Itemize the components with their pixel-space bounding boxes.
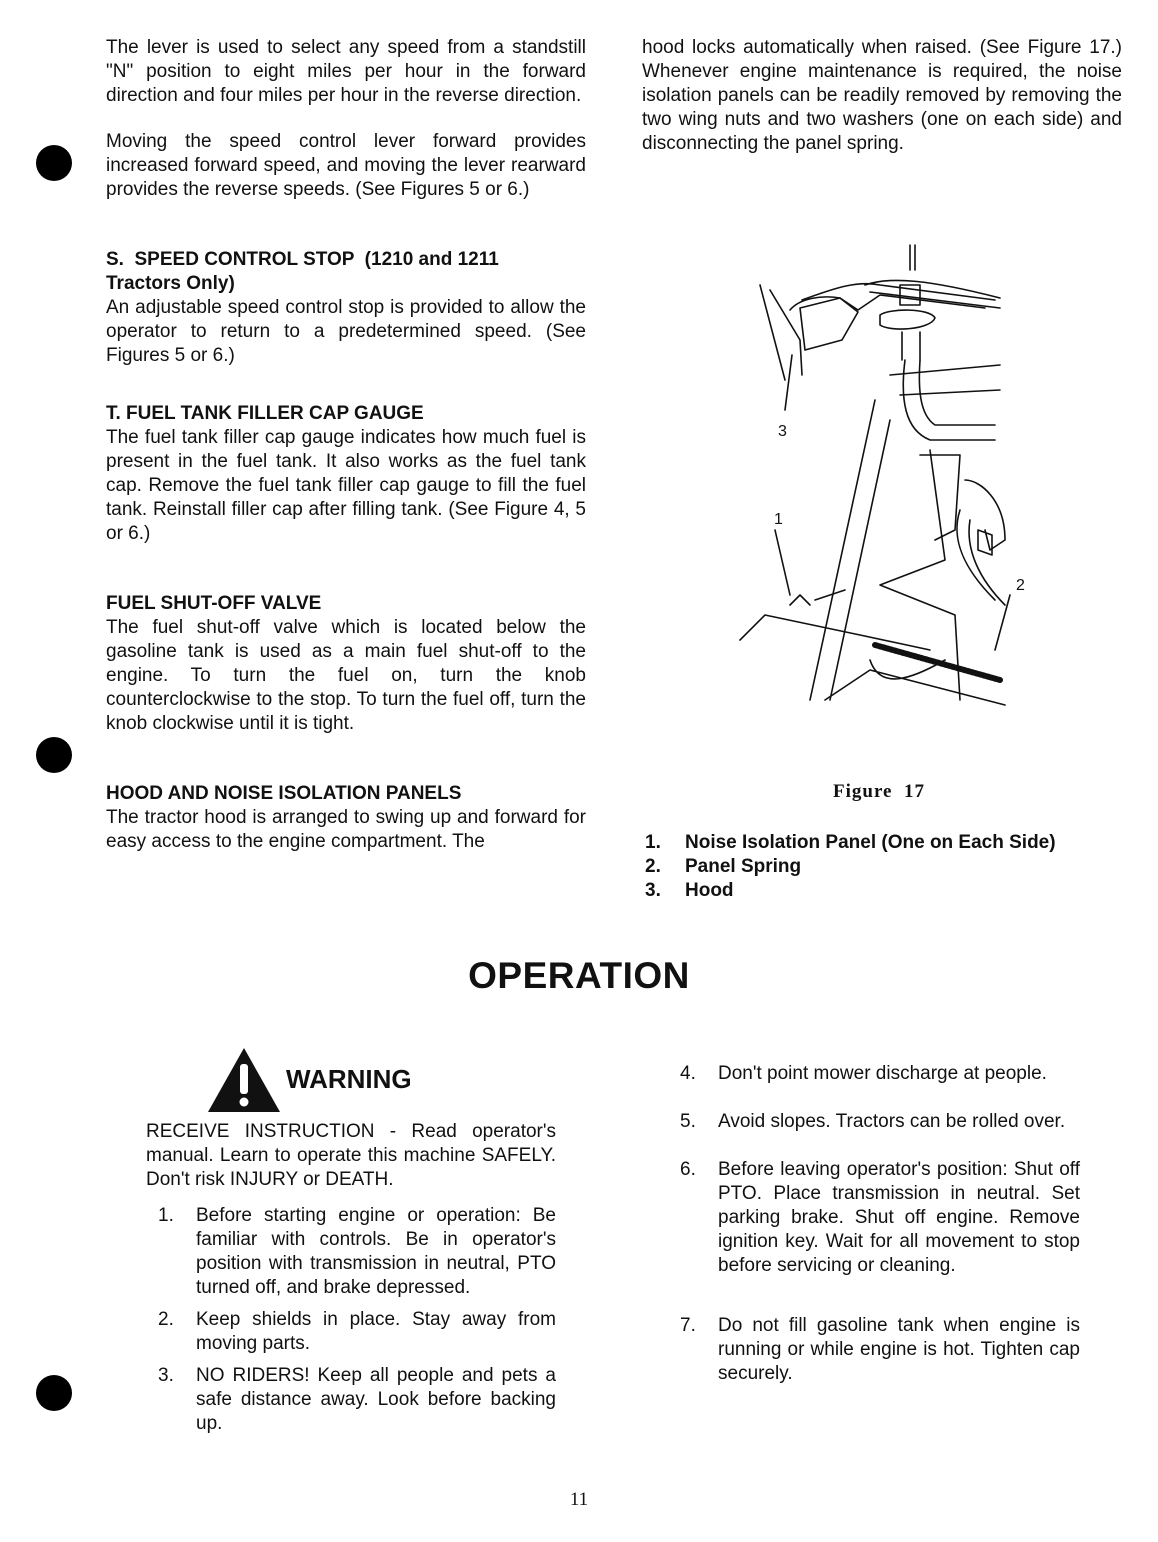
list-item: 4. Don't point mower discharge at people. — [680, 1063, 1047, 1084]
hood-body: The tractor hood is arranged to swing up and forward for easy access to the engine compartment. The — [106, 807, 586, 852]
list-item: 6. Before leaving operator's position: Shut off PTO. Place transmission in neutral. Set parking brake. Shut off engine. Remove ignition key. Wait for all movement to stop before servicing or cleaning. — [680, 1159, 1080, 1276]
warning-label: WARNING — [286, 1064, 412, 1094]
figure-17-illustration — [730, 240, 1025, 710]
fuel-gauge-heading: T. FUEL TANK FILLER CAP GAUGE — [106, 403, 424, 424]
page-number: 11 — [569, 1489, 589, 1510]
legend-item: 2. Panel Spring — [645, 856, 802, 877]
binder-hole-bottom — [36, 1375, 72, 1411]
figure-caption: Figure 17 — [833, 781, 925, 802]
lever-paragraph: The lever is used to select any speed from a standstill "N" position to eight miles per hour in the forward direction and four miles per hour in the reverse direction. — [106, 37, 586, 106]
safety-list-right — [680, 1062, 1080, 1386]
fuel-gauge-body: The fuel tank filler cap gauge indicates how much fuel is present in the fuel tank. It also works as the fuel tank cap. Remove the fuel tank filler cap gauge to fill the fuel tank. Reinstall filler cap after filling tank. (See Figure 4, 5 or 6.) — [106, 427, 586, 544]
spring-rod — [740, 615, 930, 650]
panel-base — [825, 660, 1005, 705]
leader-line-3 — [785, 355, 792, 410]
spring — [875, 645, 1000, 680]
operation-right-column — [680, 1062, 1080, 1386]
rod-guide — [790, 590, 845, 605]
wing-washer — [880, 310, 935, 329]
binder-hole-top — [36, 145, 72, 181]
figure-callout-1: 1 — [774, 511, 783, 528]
hood-section — [106, 782, 586, 854]
legend-item: 3. Hood — [645, 880, 734, 901]
figure-callout-3: 3 — [778, 423, 787, 440]
speed-control-stop-section — [106, 248, 586, 368]
hood-heading: HOOD AND NOISE ISOLATION PANELS — [106, 783, 462, 804]
fuel-shutoff-section — [106, 592, 586, 736]
speed-control-stop-subheading: Tractors Only) — [106, 273, 235, 294]
right-column — [642, 36, 1122, 156]
list-item: 7. Do not fill gasoline tank when engine is running or while engine is hot. Tighten cap securely. — [680, 1315, 1080, 1384]
list-item: 3. NO RIDERS! Keep all people and pets a safe distance away. Look before backing up. — [158, 1365, 556, 1434]
moving-paragraph: Moving the speed control lever forward provides increased forward speed, and moving the lever rearward provides the reverse speeds. (See Figures 5 or 6.) — [106, 131, 586, 200]
operation-title: OPERATION — [468, 955, 690, 996]
list-item: 5. Avoid slopes. Tractors can be rolled over. — [680, 1111, 1066, 1132]
binder-hole-middle — [36, 737, 72, 773]
bolt-stem — [902, 332, 920, 360]
list-item: 2. Keep shields in place. Stay away from moving parts. — [158, 1309, 556, 1354]
hinge — [800, 298, 858, 350]
operation-left-column — [146, 1120, 556, 1436]
speed-control-stop-body: An adjustable speed control stop is provided to allow the operator to return to a predetermined speed. (See Figures 5 or 6.) — [106, 297, 586, 366]
warning-heading — [206, 1046, 466, 1114]
leader-line-1 — [775, 530, 790, 595]
figure-legend — [645, 831, 1115, 903]
left-column — [106, 36, 586, 854]
legend-item: 1. Noise Isolation Panel (One on Each Side) — [645, 832, 1056, 853]
fuel-shutoff-heading: FUEL SHUT-OFF VALVE — [106, 593, 322, 614]
hood-edge — [865, 280, 1000, 308]
isolation-panel — [810, 400, 960, 700]
hood-continued-paragraph: hood locks automatically when raised. (See Figure 17.) Whenever engine maintenance is required, the noise isolation panels can be readily removed by removing the two wing nuts and two washers (one on each side) and disconnecting the panel spring. — [642, 37, 1122, 154]
speed-control-stop-heading: S. SPEED CONTROL STOP (1210 and 1211 — [106, 249, 499, 270]
panel-frame — [890, 365, 1000, 395]
engine-shape — [965, 480, 1005, 555]
receive-instruction-paragraph: RECEIVE INSTRUCTION - Read operator's manual. Learn to operate this machine SAFELY. Don't risk INJURY or DEATH. — [146, 1121, 556, 1190]
list-item: 1. Before starting engine or operation: Be familiar with controls. Be in operator's position with transmission in neutral, PTO turned off, and brake depressed. — [158, 1205, 556, 1298]
hood-outline — [760, 284, 995, 380]
fuel-gauge-section — [106, 402, 586, 546]
cable — [957, 510, 1005, 605]
safety-list-left — [146, 1204, 556, 1436]
fuel-shutoff-body: The fuel shut-off valve which is located below the gasoline tank is used as a main fuel shut-off to the engine. To turn the fuel on, turn the knob counterclockwise to the stop. To turn the fuel off, turn the knob clockwise until it is tight. — [106, 617, 586, 734]
warning-triangle-icon — [206, 1046, 282, 1114]
figure-callout-2: 2 — [1016, 577, 1025, 594]
